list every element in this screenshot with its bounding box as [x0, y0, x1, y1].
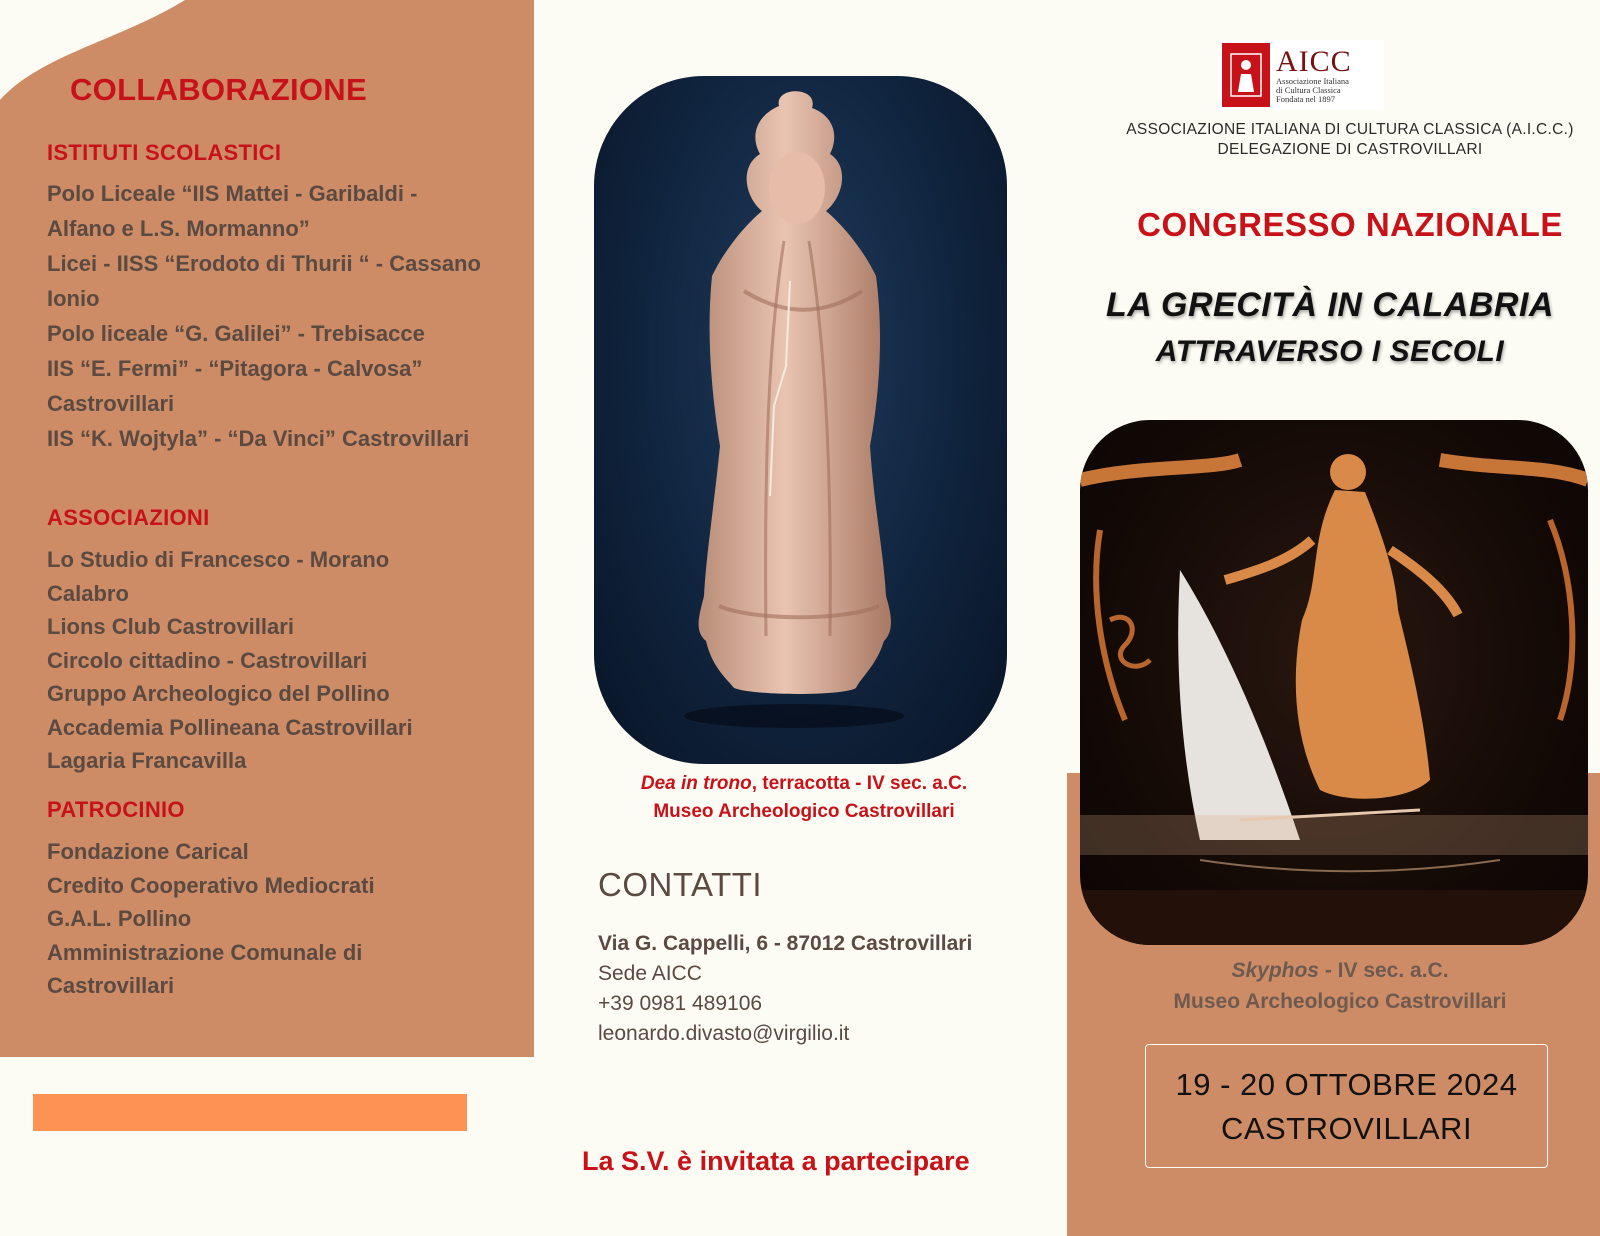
statue-photo — [594, 76, 1007, 764]
skyphos-vase-icon — [1080, 420, 1588, 945]
skyphos-caption-title: Skyphos — [1231, 959, 1319, 982]
event-title-line2: ATTRAVERSO I SECOLI — [1155, 335, 1505, 368]
orange-decorative-bar — [33, 1094, 467, 1131]
aicc-emblem-icon — [1222, 43, 1270, 107]
list-item: IIS “E. Fermi” - “Pitagora - Calvosa” — [47, 356, 423, 381]
patrocinio-list — [47, 835, 375, 1003]
contatti-heading: CONTATTI — [598, 866, 763, 903]
list-item: Castrovillari — [47, 973, 175, 998]
list-item: IIS “K. Wojtyla” - “Da Vinci” Castrovillari — [47, 426, 470, 451]
aicc-logo — [1218, 40, 1384, 110]
list-item: Fondazione Carical — [47, 839, 249, 864]
association-line2: DELEGAZIONE DI CASTROVILLARI — [1217, 141, 1483, 158]
list-item: Gruppo Archeologico del Pollino — [47, 681, 390, 706]
istituti-title: ISTITUTI SCOLASTICI — [47, 140, 282, 165]
list-item: Amministrazione Comunale di — [47, 939, 363, 965]
contact-email: leonardo.divasto@virgilio.it — [598, 1022, 850, 1045]
list-item: Licei - IISS “Erodoto di Thurii “ - Cassano — [47, 251, 481, 276]
list-item: Calabro — [47, 580, 129, 606]
list-item: Lions Club Castrovillari — [47, 614, 294, 639]
list-item: Polo liceale “G. Galilei” - Trebisacce — [47, 321, 425, 346]
logo-name: AICC — [1276, 44, 1352, 78]
list-item: Credito Cooperativo Mediocrati — [47, 872, 375, 898]
date-box — [1145, 1044, 1548, 1168]
associazioni-title: ASSOCIAZIONI — [47, 505, 210, 530]
list-item: Circolo cittadino - Castrovillari — [47, 647, 368, 673]
list-item: Ionio — [47, 286, 100, 311]
statue-caption-detail: , terracotta - IV sec. a.C. — [751, 773, 968, 794]
istituti-list — [47, 176, 481, 456]
invitation-text: La S.V. è invitata a partecipare — [582, 1146, 970, 1176]
logo-line3: Fondata nel 1897 — [1276, 93, 1336, 104]
list-item: Lagaria Francavilla — [47, 748, 247, 773]
association-line1: ASSOCIAZIONE ITALIANA DI CULTURA CLASSICA (A.I.C.C.) — [1126, 121, 1574, 138]
skyphos-photo — [1080, 420, 1588, 945]
collaborazione-heading: COLLABORAZIONE — [70, 72, 367, 107]
contact-phone: +39 0981 489106 — [598, 992, 763, 1015]
skyphos-caption — [1080, 955, 1600, 1017]
patrocinio-title: PATROCINIO — [47, 797, 185, 822]
list-item: Castrovillari — [47, 391, 175, 416]
statue-caption-title: Dea in trono — [640, 773, 752, 794]
list-item: Alfano e L.S. Mormanno” — [47, 216, 310, 241]
list-item: Accademia Pollineana Castrovillari — [47, 714, 413, 740]
logo-line2: di Cultura Classica — [1276, 84, 1341, 95]
list-item: G.A.L. Pollino — [47, 906, 192, 931]
associazioni-list — [47, 543, 413, 778]
logo-line1: Associazione Italiana — [1276, 75, 1349, 86]
skyphos-caption-detail: - IV sec. a.C. — [1318, 959, 1449, 982]
contact-sede: Sede AICC — [598, 962, 702, 985]
statue-caption — [594, 770, 1014, 826]
list-item: Lo Studio di Francesco - Morano — [47, 547, 390, 572]
congress-heading: CONGRESSO NAZIONALE — [1137, 206, 1563, 243]
list-item: Polo Liceale “IIS Mattei - Garibaldi - — [47, 181, 418, 206]
association-name — [1100, 120, 1600, 160]
skyphos-caption-museum: Museo Archeologico Castrovillari — [1173, 990, 1507, 1013]
contact-address: Via G. Cappelli, 6 - 87012 Castrovillari — [598, 932, 973, 955]
event-city: CASTROVILLARI — [1220, 1111, 1473, 1146]
statue-caption-museum: Museo Archeologico Castrovillari — [653, 801, 955, 822]
event-title-line1: LA GRECITÀ IN CALABRIA — [1106, 286, 1554, 324]
terracotta-statue-icon — [594, 76, 1007, 764]
contact-info — [598, 929, 972, 1049]
event-date: 19 - 20 OTTOBRE 2024 — [1175, 1067, 1518, 1102]
